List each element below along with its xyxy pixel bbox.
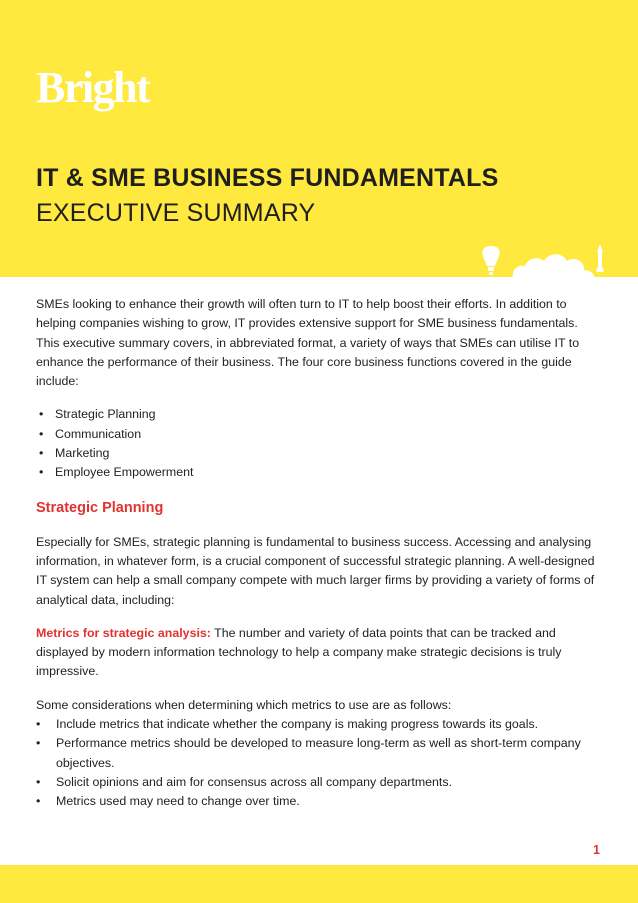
metrics-label: Metrics for strategic analysis: xyxy=(36,625,211,640)
list-item: • Employee Empowerment xyxy=(36,463,602,482)
lightbulb-cloud-decoration-icon xyxy=(470,228,638,280)
section-body-paragraph: Especially for SMEs, strategic planning is fundamental to business success. Accessing and analysing information, in whatever form, is a crucial component of successful strategic planning. A well-designed IT system can help a small company compete with much larger firms by providing a variety of forms of analytical data, including: xyxy=(36,534,595,607)
list-item: • Performance metrics should be developed to measure long-term as well as short-term company objectives. xyxy=(36,734,602,773)
list-item: • Include metrics that indicate whether the company is making progress towards its goals. xyxy=(36,715,602,734)
page-number: 1 xyxy=(593,843,600,857)
list-item: • Solicit opinions and aim for consensus across all company departments. xyxy=(36,773,602,792)
metrics-text: The number and variety of data points that can be tracked and displayed by modern information technology to help a company make strategic decisions is truly impressive. xyxy=(36,625,562,679)
section-heading: Strategic Planning xyxy=(36,499,164,516)
page-subtitle: EXECUTIVE SUMMARY xyxy=(36,199,316,227)
list-item: • Strategic Planning xyxy=(36,405,602,424)
considerations-list xyxy=(36,715,602,811)
content-panel xyxy=(0,277,638,865)
functions-list xyxy=(36,405,602,482)
brand-logo: Bright xyxy=(36,63,150,112)
document-body xyxy=(36,295,602,812)
list-item: • Communication xyxy=(36,425,602,444)
list-item: • Marketing xyxy=(36,444,602,463)
list-item: • Metrics used may need to change over time. xyxy=(36,792,602,811)
page-title: IT & SME BUSINESS FUNDAMENTALS xyxy=(36,164,499,192)
considerations-intro: Some considerations when determining which metrics to use are as follows: xyxy=(36,697,452,712)
intro-paragraph: SMEs looking to enhance their growth will often turn to IT to help boost their efforts. In addition to helping companies wishing to grow, IT provides extensive support for SME business fundamentals. This executive summary covers, in abbreviated format, a variety of ways that SMEs can utilise IT to enhance the performance of their business. The four core business functions covered in the guide include: xyxy=(36,297,580,389)
metrics-paragraph xyxy=(36,624,602,682)
